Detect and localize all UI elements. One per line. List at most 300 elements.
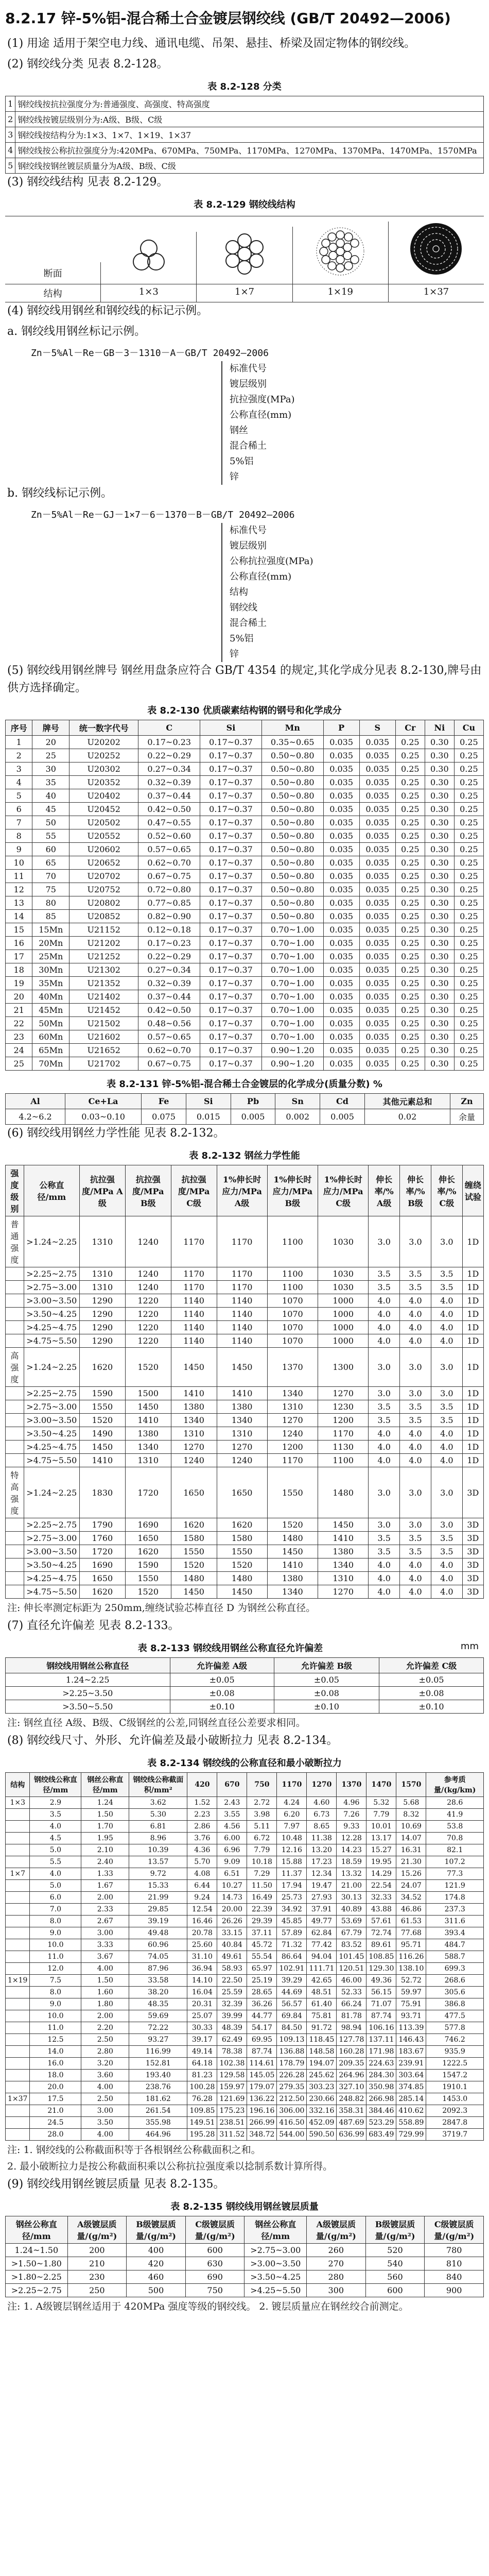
table-cell: 0.035 <box>323 963 359 977</box>
table-cell <box>6 1856 30 1868</box>
table-cell: 3.98 <box>247 1809 277 1821</box>
table130-header: S <box>359 720 395 736</box>
table-cell: 26.26 <box>217 1916 247 1927</box>
table-cell: 0.035 <box>359 1004 395 1017</box>
table-row <box>6 789 484 803</box>
table134-header: 钢绞线公称直径/mm <box>30 1773 81 1797</box>
table-cell: 0.035 <box>323 1044 359 1057</box>
table-cell: 1410 <box>171 1387 217 1400</box>
table-cell: 3.5 <box>369 1532 400 1545</box>
table-cell: >4.75~5.50 <box>24 1585 79 1599</box>
table-cell: 11.50 <box>247 1880 277 1892</box>
table-cell: 452.09 <box>307 2117 337 2129</box>
table-cell: 1D <box>462 1216 483 1267</box>
strand-structure-labels <box>5 284 484 302</box>
table132-header: 伸长率/% C级 <box>431 1165 462 1216</box>
table-row <box>6 923 484 937</box>
marking-item: 混合稀土 <box>221 616 489 631</box>
table-row <box>6 1267 484 1281</box>
table-cell: 0.17~0.37 <box>200 923 262 937</box>
note-134b: 2. 最小破断拉力是按公称截面积乘以公称抗拉强度乘以捻制系数计算所得。 <box>7 2161 333 2172</box>
table-cell: 1100 <box>267 1281 318 1294</box>
table-cell: 1070 <box>267 1308 318 1321</box>
table-cell: 2847.8 <box>426 2117 484 2129</box>
table-cell: 1620 <box>79 1585 125 1599</box>
table-cell: 1550 <box>217 1545 267 1558</box>
table-cell: 285.14 <box>396 2093 426 2105</box>
table-cell: 10.18 <box>247 1856 277 1868</box>
table-cell: 0.035 <box>323 923 359 937</box>
table-cell: 4.0 <box>369 1321 400 1334</box>
table-cell: 10.0 <box>30 1939 81 1951</box>
table-cell: 1520 <box>217 1558 267 1572</box>
table-cell: 55.54 <box>247 1951 277 1963</box>
table-cell: 0.67~0.75 <box>138 1057 200 1071</box>
table-cell <box>6 1585 24 1599</box>
table-cell: 39.29 <box>277 1975 307 1987</box>
table-row <box>6 1348 484 1387</box>
table-cell: 1650 <box>171 1467 217 1518</box>
table-cell: 20 <box>6 990 32 1004</box>
table-cell: 12.54 <box>187 1904 217 1916</box>
table-cell <box>6 2117 30 2129</box>
table-cell: 12.0 <box>30 1963 81 1975</box>
table-cell: 0.25 <box>454 816 483 829</box>
table-cell: 0.25 <box>454 937 483 950</box>
paragraph-marking: (4) 钢绞线用钢丝和钢绞线的标记示例。 <box>7 304 208 317</box>
table-cell: 0.25 <box>395 1057 425 1071</box>
marking-item: 5%铝 <box>221 631 489 647</box>
table-row <box>6 2105 484 2117</box>
table-cell: 61.40 <box>307 1998 337 2010</box>
table-cell: 10 <box>6 856 32 870</box>
table-row <box>6 1454 484 1467</box>
table-cell: 0.52~0.60 <box>138 829 200 843</box>
table-cell <box>6 2058 30 2070</box>
table-cell: 630 <box>185 2257 244 2270</box>
table-cell: 8 <box>6 829 32 843</box>
table-cell: 1310 <box>267 1400 318 1414</box>
table-cell: 280 <box>307 2270 365 2284</box>
table135-header: C级镀层质量/(g/m²) <box>425 2216 484 2244</box>
table-cell: 1222.5 <box>426 2058 484 2070</box>
table-cell: 8.32 <box>396 1809 426 1821</box>
table-cell: 0.37~0.44 <box>138 789 200 803</box>
table-cell <box>6 1927 30 1939</box>
table-cell: >1.80~2.25 <box>6 2270 68 2284</box>
table-cell: 1450 <box>267 1545 318 1558</box>
table-cell: 3.0 <box>369 1387 400 1400</box>
table-cell: 0.25 <box>454 870 483 883</box>
table-cell: 0.035 <box>323 990 359 1004</box>
table-cell: 0.035 <box>359 883 395 896</box>
table-cell: 1170 <box>217 1267 267 1281</box>
diameter-tolerance-table <box>5 1657 484 1714</box>
table-cell: 49.14 <box>187 2046 217 2058</box>
table-row <box>6 762 484 776</box>
table-cell: 95.71 <box>396 1939 426 1951</box>
table-cell: 111.71 <box>307 1963 337 1975</box>
table130-header: Cr <box>395 720 425 736</box>
table-cell: 0.035 <box>359 1030 395 1044</box>
table-cell: 0.37~0.44 <box>138 990 200 1004</box>
table-cell: 1.50 <box>81 1975 129 1987</box>
table-cell: 0.17~0.37 <box>200 870 262 883</box>
table-row <box>6 990 484 1004</box>
table-cell: 230 <box>67 2270 126 2284</box>
table-cell: 0.30 <box>425 963 454 977</box>
table-cell: 钢绞线按结构分为:1×3、1×7、1×19、1×37 <box>15 127 484 143</box>
table-cell: U21452 <box>69 1004 138 1017</box>
table133-header: 钢绞线用钢丝公称直径 <box>6 1658 170 1673</box>
table-cell: 25.19 <box>247 1975 277 1987</box>
table-row <box>6 1880 484 1892</box>
table-cell: 0.50~0.80 <box>261 843 323 856</box>
table-cell: 239.91 <box>396 2058 426 2070</box>
table-cell: >3.50~4.25 <box>24 1558 79 1572</box>
table-caption-129: 表 8.2-129 钢绞线结构 <box>194 199 295 210</box>
table-cell: 4.0 <box>400 1558 431 1572</box>
table-cell: 1.52 <box>187 1797 217 1809</box>
table-cell: 1070 <box>267 1321 318 1334</box>
table-cell: 0.30 <box>425 1044 454 1057</box>
table-cell: 7.26 <box>337 1809 366 1821</box>
table-cell: 0.30 <box>425 923 454 937</box>
table-cell: 3.33 <box>81 1939 129 1951</box>
table-cell: 0.25 <box>395 950 425 963</box>
table-cell: 0.30 <box>425 896 454 910</box>
table-cell: 1910.1 <box>426 2081 484 2093</box>
table-cell: 8.0 <box>30 1916 81 1927</box>
marking-item: 抗拉强度(MPa) <box>221 392 489 408</box>
table-cell: 270 <box>307 2257 365 2270</box>
table-cell: 87.96 <box>129 1963 187 1975</box>
table-cell: 1000 <box>318 1294 369 1308</box>
table-cell: 4.36 <box>187 1844 217 1856</box>
table-cell: 1270 <box>267 1414 318 1427</box>
table-row <box>6 1440 484 1454</box>
table-cell: 24.5 <box>30 2117 81 2129</box>
table-cell: 416.50 <box>277 2117 307 2129</box>
table-cell: 40.84 <box>217 1939 247 1951</box>
table-cell: 560 <box>365 2270 425 2284</box>
table-cell: 0.035 <box>359 843 395 856</box>
table-row <box>6 1809 484 1821</box>
table-cell: 746.2 <box>426 2034 484 2046</box>
table-cell: 6.73 <box>307 1809 337 1821</box>
table-cell: 53.8 <box>426 1821 484 1833</box>
table-row <box>6 2034 484 2046</box>
table-cell: 1550 <box>267 1467 318 1518</box>
table-cell: 4.0 <box>431 1558 462 1572</box>
table-cell: 1000 <box>318 1321 369 1334</box>
table-cell: 0.25 <box>395 843 425 856</box>
table-cell: 1580 <box>217 1532 267 1545</box>
table-cell: 91.72 <box>307 2022 337 2034</box>
table-cell: >2.75~3.00 <box>244 2244 307 2257</box>
table-cell: 1550 <box>171 1545 217 1558</box>
table-cell: 0.25 <box>454 977 483 990</box>
table-cell: 0.035 <box>359 937 395 950</box>
table-row <box>6 1321 484 1334</box>
table-cell: 102.91 <box>277 1963 307 1975</box>
table-caption-132: 表 8.2-132 钢丝力学性能 <box>189 1150 300 1161</box>
table-cell: 0.035 <box>359 990 395 1004</box>
table-cell: 69.84 <box>277 2010 307 2022</box>
table-row <box>6 2010 484 2022</box>
table-cell: 1450 <box>318 1518 369 1532</box>
table-cell: 35 <box>32 776 69 789</box>
table-cell: 1200 <box>318 1414 369 1427</box>
table-cell: 332.16 <box>307 2105 337 2117</box>
table-cell: 0.17~0.37 <box>200 883 262 896</box>
marking-code-a: Zn－5%Al－Re－GB－3－1310－A－GB/T 20492—2006 <box>31 348 269 359</box>
table-cell <box>6 1939 30 1951</box>
table-cell: 0.17~0.37 <box>200 1044 262 1057</box>
table-cell: 238.76 <box>129 2081 187 2093</box>
table-cell: 0.035 <box>323 816 359 829</box>
table-cell: 116.26 <box>396 1951 426 1963</box>
table-cell: 0.70~1.00 <box>261 1017 323 1030</box>
table-cell: 3.5 <box>30 1809 81 1821</box>
table-cell: 0.50~0.80 <box>261 749 323 762</box>
table-cell: 3.0 <box>400 1387 431 1400</box>
table-cell: 400 <box>127 2244 186 2257</box>
chemical-composition-table <box>5 720 484 1071</box>
table130-header: 序号 <box>6 720 32 736</box>
table-cell: 1290 <box>79 1294 125 1308</box>
table-cell: 45.72 <box>247 1939 277 1951</box>
table-cell: 0.30 <box>425 843 454 856</box>
marking-item: 钢丝 <box>221 423 489 438</box>
table-cell: 22 <box>6 1017 32 1030</box>
table-cell: 4.0 <box>369 1572 400 1585</box>
table-cell: 5.32 <box>366 1797 396 1809</box>
table-cell: 16.04 <box>187 1987 217 1998</box>
table-cell: U20402 <box>69 789 138 803</box>
table-cell: 393.4 <box>426 1927 484 1939</box>
table-cell: 3.5 <box>369 1281 400 1294</box>
table-row <box>6 1833 484 1844</box>
table-cell: U21602 <box>69 1030 138 1044</box>
marking-item: 公称直径(mm) <box>221 569 489 585</box>
table-cell: 0.30 <box>425 803 454 816</box>
table-cell: 14.10 <box>187 1975 217 1987</box>
table-cell: 113.39 <box>396 2022 426 2034</box>
table-cell: U21402 <box>69 990 138 1004</box>
table-cell: 4.0 <box>431 1321 462 1334</box>
table-cell <box>6 1518 24 1532</box>
table-cell: 1.70 <box>81 1821 129 1833</box>
table-cell: 358.31 <box>337 2105 366 2117</box>
table135-header: 钢丝公称直径/mm <box>6 2216 68 2244</box>
table-cell: 0.30 <box>425 762 454 776</box>
table-cell: 1240 <box>217 1454 267 1467</box>
table-cell: 0.002 <box>275 1109 320 1125</box>
table130-header: Mn <box>261 720 323 736</box>
table-cell: 15.27 <box>366 1844 396 1856</box>
table-cell: 45Mn <box>32 1004 69 1017</box>
table-cell: 1370 <box>267 1348 318 1387</box>
table-cell: 1D <box>462 1387 483 1400</box>
table-cell: 7 <box>6 816 32 829</box>
table-cell: 49.48 <box>129 1927 187 1939</box>
marking-code-b: Zn－5%Al－Re－GJ－1×7－6－1370－B－GB/T 20492—2006 <box>31 510 295 520</box>
table-cell: >4.25~4.75 <box>24 1440 79 1454</box>
table-cell <box>6 1951 30 1963</box>
table-cell: 4.08 <box>187 1868 217 1880</box>
table-cell: 0.90~1.20 <box>261 1057 323 1071</box>
table-cell: 136.88 <box>277 2046 307 2058</box>
table-cell: 840 <box>425 2270 484 2284</box>
table-cell: 32.39 <box>217 1998 247 2010</box>
table-row <box>6 1294 484 1308</box>
table-cell: 0.25 <box>395 736 425 749</box>
table-cell: 40Mn <box>32 990 69 1004</box>
table-cell: >2.75~3.00 <box>24 1532 79 1545</box>
table-cell: 1270 <box>318 1387 369 1400</box>
table-cell: 29.85 <box>129 1904 187 1916</box>
table-row <box>6 1963 484 1975</box>
table-cell: 0.02 <box>364 1109 450 1125</box>
table-cell: 6.81 <box>129 1821 187 1833</box>
paragraph-marking-b: b. 钢绞线标记示例。 <box>7 487 113 500</box>
structure-1x19: 1×19 <box>293 284 389 302</box>
table-cell: 6.20 <box>277 1809 307 1821</box>
table-cell: 4.0 <box>431 1427 462 1440</box>
table-cell: 109.85 <box>187 2105 217 2117</box>
table-cell: 2.00 <box>81 1892 129 1904</box>
table-cell: 10.69 <box>396 1821 426 1833</box>
table130-header: C <box>138 720 200 736</box>
table-cell: 374.85 <box>396 2081 426 2093</box>
table-cell: 3.50 <box>81 2117 129 2129</box>
table-cell: 1170 <box>267 1454 318 1467</box>
table-cell: 7.79 <box>247 1844 277 1856</box>
note-133: 注: 钢丝直径 A级、B级、C级钢丝的公差,同钢丝直径公差要求相同。 <box>7 1717 306 1728</box>
table-row <box>6 829 484 843</box>
table-cell: 93.71 <box>396 2010 426 2022</box>
table-row <box>6 1700 484 1714</box>
table-cell: 0.17~0.37 <box>200 776 262 789</box>
table-cell: 2.67 <box>81 1916 129 1927</box>
table-cell: 1D <box>462 1294 483 1308</box>
table-cell: 3.0 <box>431 1216 462 1267</box>
table-cell: 65Mn <box>32 1044 69 1057</box>
table-cell: 284.30 <box>366 2070 396 2081</box>
table-cell: U20252 <box>69 749 138 762</box>
table-cell: 77.42 <box>307 1939 337 1951</box>
table-cell: 212.50 <box>277 2093 307 2105</box>
marking-item: 混合稀土 <box>221 438 489 454</box>
table-cell: 1450 <box>171 1348 217 1387</box>
table-cell: 3.55 <box>217 1809 247 1821</box>
table-cell: 0.25 <box>395 789 425 803</box>
table-cell: 1.60 <box>81 1987 129 1998</box>
table-cell: 0.25 <box>454 1030 483 1044</box>
table-cell: 1170 <box>217 1281 267 1294</box>
table-cell: 1520 <box>267 1518 318 1532</box>
table-cell: 56.15 <box>366 1987 396 1998</box>
table-cell: >2.25~2.75 <box>24 1387 79 1400</box>
table132-header: 强度级别 <box>6 1165 24 1216</box>
table-cell: 1140 <box>171 1294 217 1308</box>
table-cell: >1.24~2.25 <box>24 1348 79 1387</box>
table-cell: 1D <box>462 1454 483 1467</box>
table-cell: 25.60 <box>187 1939 217 1951</box>
table-cell: 钢绞线按镀层级别分为:A级、B级、C级 <box>15 112 484 127</box>
table-row <box>6 1673 484 1687</box>
table-caption-128: 表 8.2-128 分类 <box>207 81 282 92</box>
paragraph-mechanical: (6) 钢绞线用钢丝力学性能 见表 8.2-132。 <box>7 1127 225 1140</box>
table132-header: 伸长率/% A级 <box>369 1165 400 1216</box>
table-row <box>6 2244 484 2257</box>
table-cell: 0.30 <box>425 977 454 990</box>
table-cell: 46.86 <box>396 1904 426 1916</box>
table-cell: 0.25 <box>454 910 483 923</box>
table-cell: 1100 <box>267 1267 318 1281</box>
table-cell: 20.31 <box>187 1998 217 2010</box>
table-cell <box>6 2105 30 2117</box>
table-row <box>6 1216 484 1267</box>
table-cell: 24 <box>6 1044 32 1057</box>
table-cell: 49.77 <box>307 1916 337 1927</box>
table-cell: 245.62 <box>307 2070 337 2081</box>
table135-header: A级镀层质量/(g/m²) <box>307 2216 365 2244</box>
table-cell: 17.5 <box>30 2093 81 2105</box>
table-cell: 1340 <box>217 1414 267 1427</box>
table-cell: 4.0 <box>369 1454 400 1467</box>
table-cell: 3.0 <box>400 1518 431 1532</box>
table-cell: 28.6 <box>426 1797 484 1809</box>
table-cell: 3.5 <box>400 1400 431 1414</box>
table-cell: 0.17~0.23 <box>138 937 200 950</box>
marking-item: 标准代号 <box>221 523 489 538</box>
table-cell: 1140 <box>171 1308 217 1321</box>
table-cell: 0.30 <box>425 816 454 829</box>
table-cell: 4.0 <box>400 1294 431 1308</box>
table-133-unit: mm <box>460 1641 479 1652</box>
table-cell: 350.98 <box>366 2081 396 2093</box>
table-cell: 194.07 <box>307 2058 337 2070</box>
table-cell: 0.075 <box>142 1109 186 1125</box>
table-row <box>6 2117 484 2129</box>
table-cell: 15.33 <box>129 1880 187 1892</box>
table-cell: 50 <box>32 816 69 829</box>
table-cell: 4.0 <box>369 1440 400 1454</box>
table-cell: 1240 <box>125 1281 171 1294</box>
table-row <box>6 1414 484 1427</box>
table-cell: 86.64 <box>277 1951 307 1963</box>
table-cell: 410.62 <box>396 2105 426 2117</box>
table-cell: 4.0 <box>30 1868 81 1880</box>
table-cell: 2.9 <box>30 1797 81 1809</box>
table-cell: 3 <box>6 762 32 776</box>
table-cell: 0.50~0.80 <box>261 910 323 923</box>
table-caption-131: 表 8.2-131 锌-5%铝-混合稀土合金镀层的化学成分(质量分数) % <box>107 1079 382 1090</box>
table-cell: 558.89 <box>396 2117 426 2129</box>
table-cell: 0.30 <box>425 1017 454 1030</box>
table-row <box>6 736 484 749</box>
table-cell <box>6 1545 24 1558</box>
table-cell: 89.61 <box>366 1939 396 1951</box>
table-cell <box>6 2129 30 2141</box>
table-cell: 0.17~0.37 <box>200 736 262 749</box>
table-cell: 106.16 <box>366 2022 396 2034</box>
table-cell: 22.54 <box>366 1880 396 1892</box>
table-row <box>6 127 484 143</box>
table-cell: 1 <box>6 736 32 749</box>
